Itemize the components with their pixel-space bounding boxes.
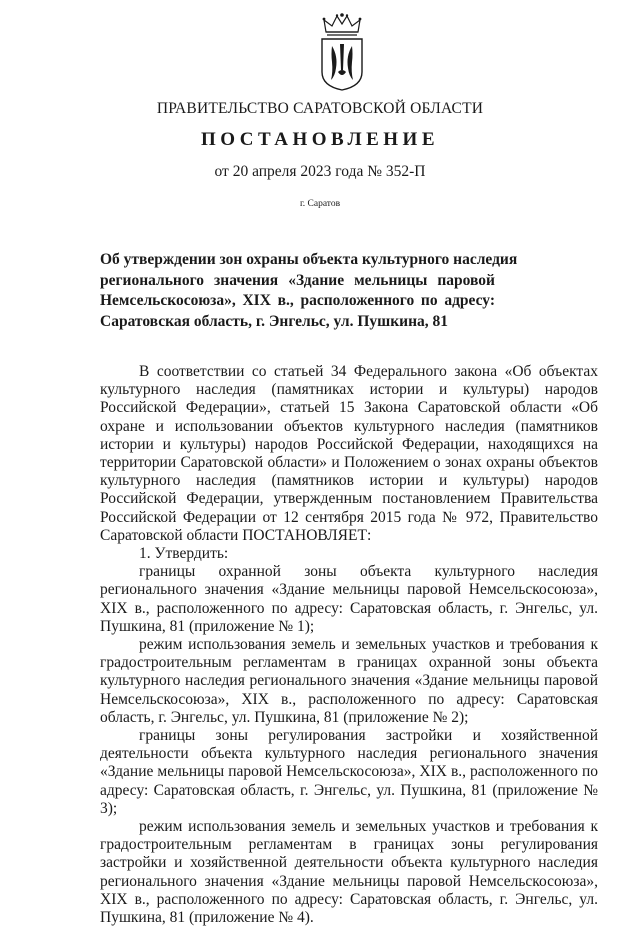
document-city: г. Саратов — [299, 199, 341, 209]
document-type-title: ПОСТАНОВЛЕНИЕ — [200, 129, 440, 150]
preamble-paragraph: В соответствии со статьей 34 Федерального закона «Об объектах культурного наследия (памятниках истории и культуры) народов Российской Федерации», статьей 15 Закона Саратовской области «Об охране и использовании объектов культурного наследия (памятников истории и культуры) народов Российской Федерации, находящихся на территории Саратовской области» и Положением о зонах охраны объектов культурного наследия (памятников истории и культуры) народов Российской Федерации, утвержденным постановлением Правительства Российской Федерации от 12 сентября 2015 года № 972, Правительство Саратовской области ПОСТАНОВЛЯЕТ: — [100, 363, 598, 544]
body-paragraph: границы зоны регулирования застройки и хозяйственной деятельности объекта культурного наследия регионального значения «Здание мельницы паровой Немсельскосоюза», XIX в., расположенного по адресу: Саратовская область, г. Энгельс, ул. Пушкина, 81 (приложение № 3); — [100, 727, 598, 817]
document-subject — [100, 250, 518, 332]
document-date-number: от 20 апреля 2023 года № 352-П — [214, 163, 426, 180]
subject-line: Немсельскосоюза», XIX в., расположенного по адресу: — [100, 292, 495, 309]
body-paragraph: границы охранной зоны объекта культурного наследия регионального значения «Здание мельницы паровой Немсельскосоюза», XIX в., расположенного по адресу: Саратовская область, г. Энгельс, ул. Пушкина, 81 (приложение № 1); — [100, 563, 598, 635]
document-body — [100, 363, 598, 927]
item-1-heading: 1. Утвердить: — [139, 545, 229, 563]
saratov-coat-of-arms-icon — [318, 10, 366, 92]
government-name: ПРАВИТЕЛЬСТВО САРАТОВСКОЙ ОБЛАСТИ — [156, 100, 484, 117]
body-paragraph: режим использования земель и земельных участков и требования к градостроительным регламентам в границах зоны регулирования застройки и хозяйственной деятельности объекта культурного наследия регионального значения «Здание мельницы паровой Немсельскосоюза», XIX в., расположенного по адресу: Саратовская область, г. Энгельс, ул. Пушкина, 81 (приложение № 4). — [100, 818, 598, 927]
subject-line: Об утверждении зон охраны объекта культурного наследия — [100, 251, 518, 268]
subject-line: регионального значения «Здание мельницы паровой — [100, 271, 495, 289]
body-paragraph: режим использования земель и земельных участков и требования к градостроительным регламентам в границах охранной зоны объекта культурного наследия регионального значения «Здание мельницы паровой Немсельскосоюза», XIX в., расположенного по адресу: Саратовская область, г. Энгельс, ул. Пушкина, 81 (приложение № 2); — [100, 636, 598, 726]
subject-line: Саратовская область, г. Энгельс, ул. Пушкина, 81 — [100, 312, 449, 330]
